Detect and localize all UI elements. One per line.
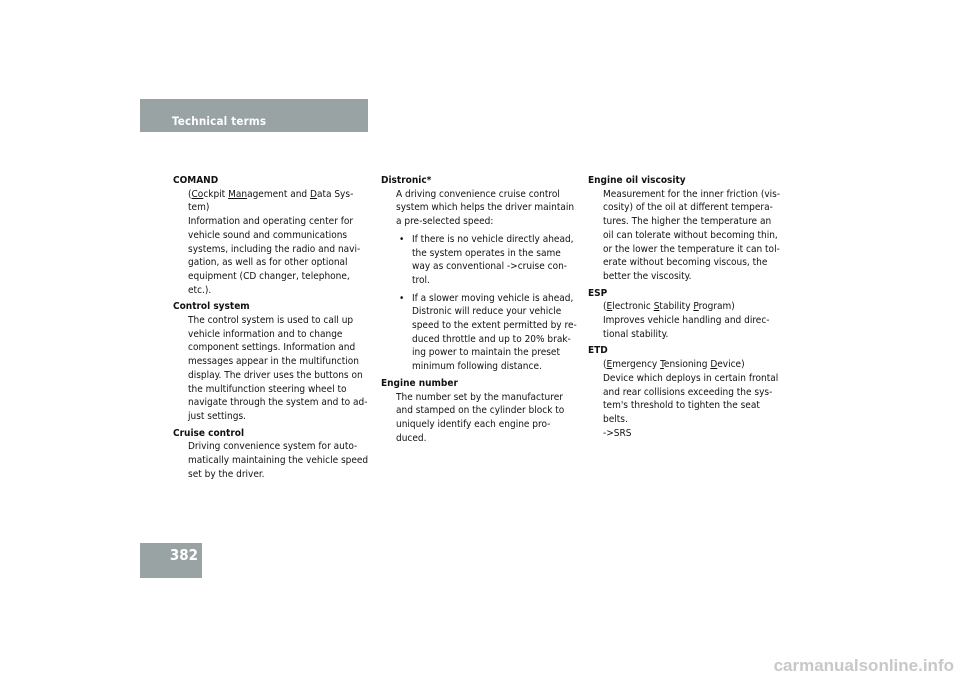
- entry-esp: [588, 287, 785, 342]
- section-header-bar: [140, 99, 368, 132]
- bullet-continuation: way as conventional ->cruise con-: [412, 261, 568, 273]
- bullet-continuation: duced throttle and up to 20% brak-: [412, 333, 571, 345]
- column-2: [381, 174, 578, 448]
- term-engine-number: Engine number: [381, 377, 458, 389]
- definition-line: belts.: [603, 413, 628, 425]
- term-comand: COMAND: [173, 175, 219, 186]
- cross-reference-srs: ->SRS: [603, 427, 632, 439]
- page-number-bar: [140, 543, 202, 578]
- bullet-continuation: the system operates in the same: [412, 247, 561, 259]
- comand-abbreviation: (Cockpit Management and Data Sys-: [188, 188, 354, 200]
- definition-line: and rear collisions exceeding the sys-: [603, 386, 773, 398]
- entry-cruise-control: [173, 427, 370, 482]
- bullet-continuation: trol.: [412, 274, 430, 286]
- etd-abbreviation: (Emergency Tensioning Device): [603, 359, 745, 371]
- definition-line: Improves vehicle handling and direc-: [603, 315, 770, 327]
- bullet-icon: •: [399, 292, 405, 304]
- page-number: 382: [169, 546, 198, 564]
- definition-line: and stamped on the cylinder block to: [396, 405, 565, 417]
- term-engine-oil-viscosity: Engine oil viscosity: [588, 175, 686, 186]
- term-distronic: Distronic*: [381, 175, 432, 186]
- definition-line: The control system is used to call up: [188, 315, 354, 327]
- entry-etd: [588, 344, 785, 440]
- definition-line: Information and operating center for: [188, 216, 354, 228]
- term-cruise-control: Cruise control: [173, 427, 245, 439]
- definition-line: messages appear in the multifunction: [188, 356, 359, 368]
- definition-line: erate without becoming viscous, the: [603, 257, 768, 269]
- column-3: [588, 174, 785, 443]
- term-control-system: Control system: [173, 301, 250, 313]
- definition-line: cosity) of the oil at different tempera-: [603, 202, 773, 214]
- definition-line: better the viscosity.: [603, 270, 692, 282]
- section-title: Technical terms: [172, 114, 267, 128]
- bullet-continuation: minimum following distance.: [412, 361, 542, 373]
- definition-line: navigate through the system and to ad-: [188, 397, 368, 409]
- definition-line: A driving convenience cruise control: [396, 188, 560, 200]
- bullet-icon: •: [399, 233, 405, 245]
- definition-line: component settings. Information and: [188, 342, 356, 354]
- definition-line: equipment (CD changer, telephone,: [188, 270, 350, 282]
- definition-line: Driving convenience system for auto-: [188, 441, 358, 453]
- column-1: [173, 174, 370, 484]
- bullet-continuation: Distronic will reduce your vehicle: [412, 306, 562, 318]
- bullet-item: • If there is no vehicle directly ahead,: [399, 233, 574, 245]
- definition-line: Measurement for the inner friction (vis-: [603, 188, 781, 200]
- term-etd: ETD: [588, 345, 608, 357]
- definition-line: the multifunction steering wheel to: [188, 383, 347, 395]
- definition-line: Device which deploys in certain frontal: [603, 372, 779, 384]
- bullet-item: • If a slower moving vehicle is ahead,: [399, 292, 574, 304]
- entry-control-system: [173, 300, 370, 423]
- definition-line: tional stability.: [603, 328, 669, 340]
- definition-line: just settings.: [188, 410, 247, 422]
- definition-line: set by the driver.: [188, 468, 265, 480]
- definition-line: uniquely identify each engine pro-: [396, 418, 551, 430]
- definition-line: matically maintaining the vehicle speed: [188, 455, 369, 467]
- entry-comand: [173, 174, 370, 297]
- bullet-continuation: speed to the extent permitted by re-: [412, 320, 577, 332]
- entry-engine-oil-viscosity: [588, 174, 785, 284]
- definition-line: tures. The higher the temperature an: [603, 216, 772, 228]
- entry-distronic: [381, 174, 578, 374]
- definition-line: or the lower the temperature it can tol-: [603, 243, 780, 255]
- definition-line: display. The driver uses the buttons on: [188, 369, 363, 381]
- definition-line: duced.: [396, 432, 427, 444]
- definition-line: etc.).: [188, 284, 212, 296]
- bullet-continuation: ing power to maintain the preset: [412, 347, 560, 359]
- definition-line: vehicle information and to change: [188, 328, 343, 340]
- definition-line: oil can tolerate without becoming thin,: [603, 229, 778, 241]
- definition-line: The number set by the manufacturer: [396, 391, 563, 403]
- definition-line: system which helps the driver maintain: [396, 202, 575, 214]
- definition-line: vehicle sound and communications: [188, 229, 348, 241]
- definition-line: gation, as well as for other optional: [188, 257, 348, 269]
- definition-line: tem's threshold to tighten the seat: [603, 400, 760, 412]
- term-esp: ESP: [588, 287, 608, 299]
- definition-line: tem): [188, 202, 210, 214]
- definition-line: systems, including the radio and navi-: [188, 243, 361, 255]
- esp-abbreviation: (Electronic Stability Program): [603, 301, 735, 313]
- definition-line: a pre-selected speed:: [396, 216, 494, 228]
- watermark: carmanualsonline.info: [773, 656, 954, 675]
- entry-engine-number: [381, 377, 578, 446]
